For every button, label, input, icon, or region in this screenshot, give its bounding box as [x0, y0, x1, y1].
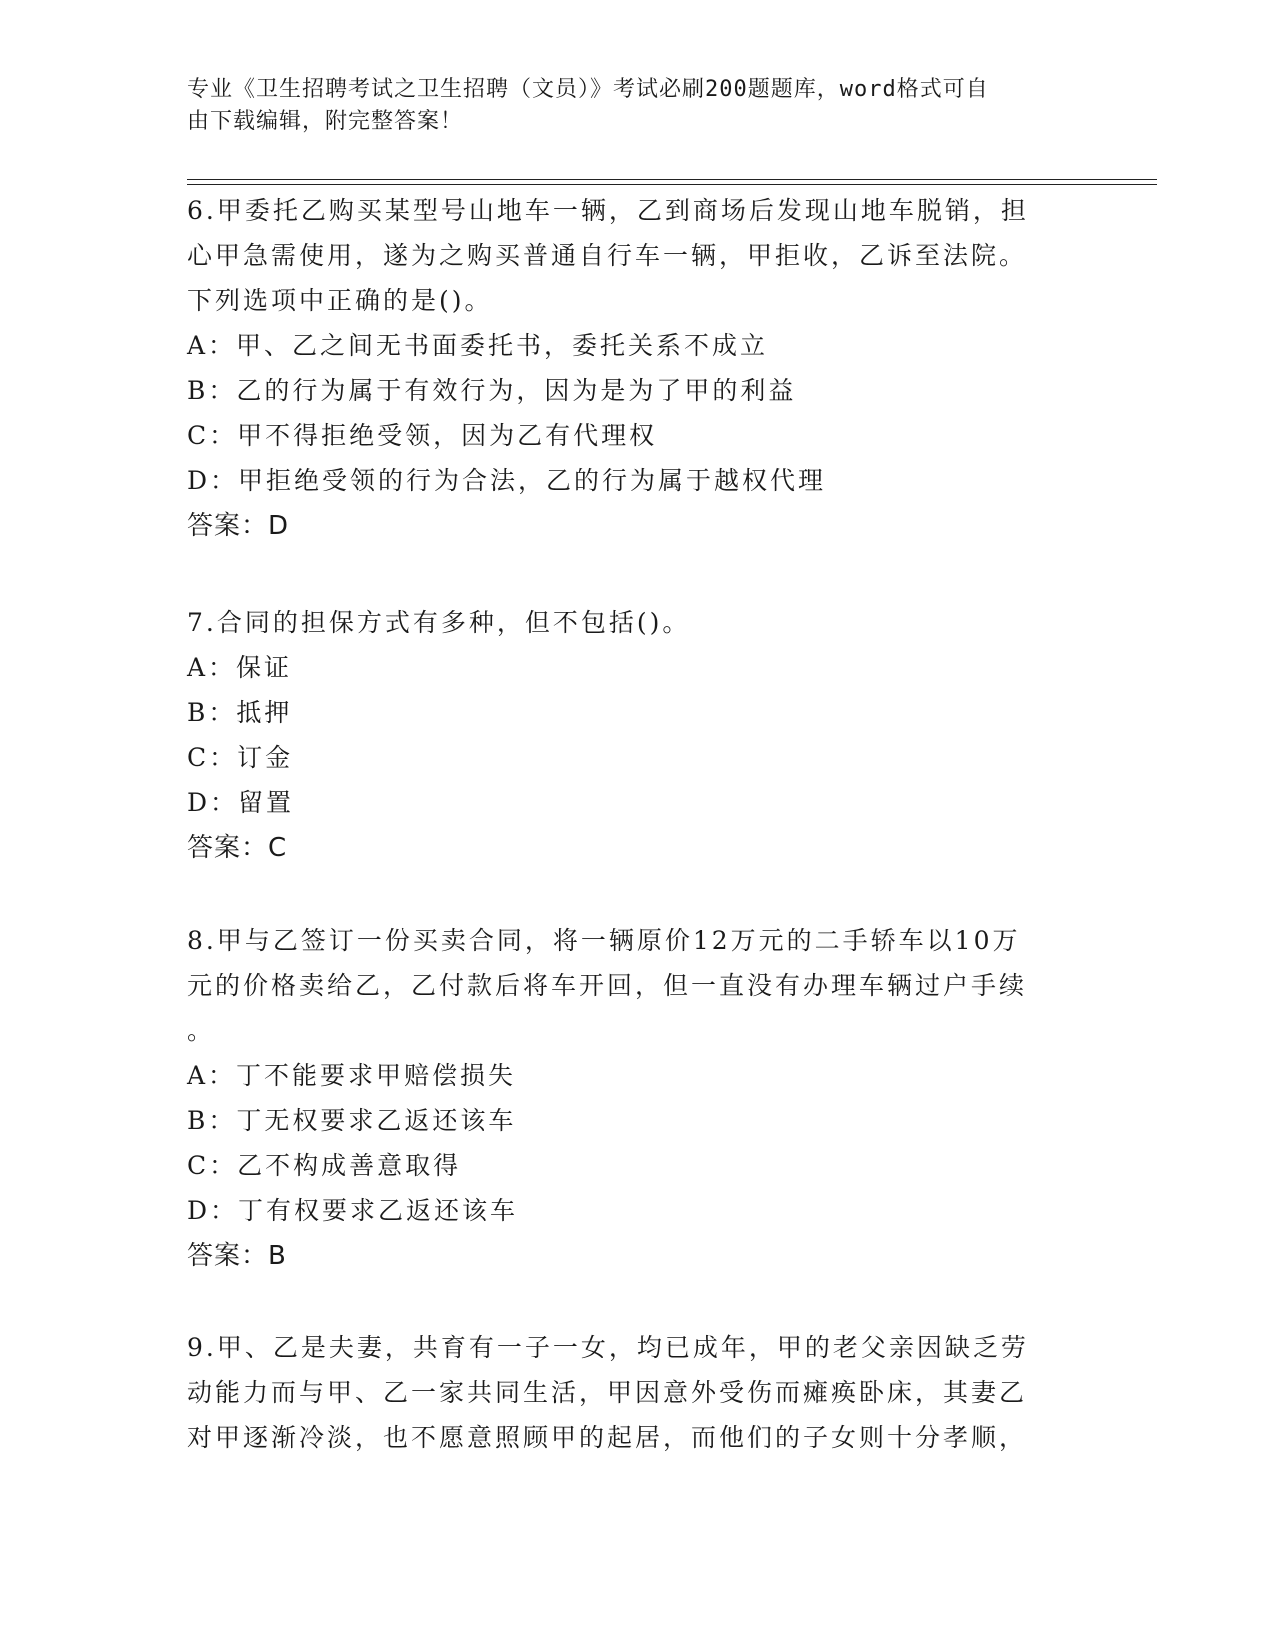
- stem-line: 对甲逐渐冷淡，也不愿意照顾甲的起居，而他们的子女则十分孝顺，: [187, 1423, 1028, 1452]
- header-line-2: 由下载编辑，附完整答案！: [187, 109, 464, 134]
- option-c: C：甲不得拒绝受领，因为乙有代理权: [187, 421, 658, 450]
- option-c: C：订金: [187, 743, 294, 772]
- question-stem: [187, 918, 1067, 1053]
- option-b: B：抵押: [187, 698, 293, 727]
- option-a: A：甲、乙之间无书面委托书，委托关系不成立: [187, 331, 769, 360]
- question-7: [187, 600, 1067, 871]
- option-a: A：保证: [187, 653, 293, 682]
- stem-line: 动能力而与甲、乙一家共同生活，甲因意外受伤而瘫痪卧床，其妻乙: [187, 1378, 1028, 1407]
- stem-line: 9.甲、乙是夫妻，共育有一子一女，均已成年，甲的老父亲因缺乏劳: [187, 1333, 1029, 1362]
- header-rule-bottom: [187, 184, 1157, 185]
- stem-line: 。: [187, 1016, 216, 1045]
- question-stem: [187, 600, 1067, 645]
- stem-line: 7.合同的担保方式有多种，但不包括()。: [187, 608, 691, 637]
- option-b: B：丁无权要求乙返还该车: [187, 1106, 517, 1135]
- question-stem: [187, 1325, 1067, 1460]
- option-d: D：丁有权要求乙返还该车: [187, 1196, 519, 1225]
- question-8: [187, 918, 1067, 1279]
- stem-line: 元的价格卖给乙，乙付款后将车开回，但一直没有办理车辆过户手续: [187, 971, 1028, 1000]
- header-line-1: 专业《卫生招聘考试之卫生招聘（文员）》考试必刷200题题库，word格式可自: [187, 77, 989, 102]
- option-a: A：丁不能要求甲赔偿损失: [187, 1061, 517, 1090]
- stem-line: 6.甲委托乙购买某型号山地车一辆，乙到商场后发现山地车脱销，担: [187, 196, 1029, 225]
- question-9: [187, 1325, 1067, 1460]
- question-stem: [187, 188, 1067, 323]
- answer: 答案：B: [187, 1241, 287, 1271]
- stem-line: 心甲急需使用，遂为之购买普通自行车一辆，甲拒收，乙诉至法院。: [187, 241, 1028, 270]
- option-c: C：乙不构成善意取得: [187, 1151, 462, 1180]
- question-6: [187, 188, 1067, 549]
- option-b: B：乙的行为属于有效行为，因为是为了甲的利益: [187, 376, 797, 405]
- option-d: D：留置: [187, 788, 295, 817]
- answer: 答案：D: [187, 511, 290, 541]
- stem-line: 8.甲与乙签订一份买卖合同，将一辆原价12万元的二手轿车以10万: [187, 926, 1021, 955]
- document-header: [187, 74, 1067, 138]
- option-d: D：甲拒绝受领的行为合法，乙的行为属于越权代理: [187, 466, 827, 495]
- stem-line: 下列选项中正确的是()。: [187, 286, 493, 315]
- answer: 答案：C: [187, 833, 288, 863]
- header-rule-top: [187, 179, 1157, 180]
